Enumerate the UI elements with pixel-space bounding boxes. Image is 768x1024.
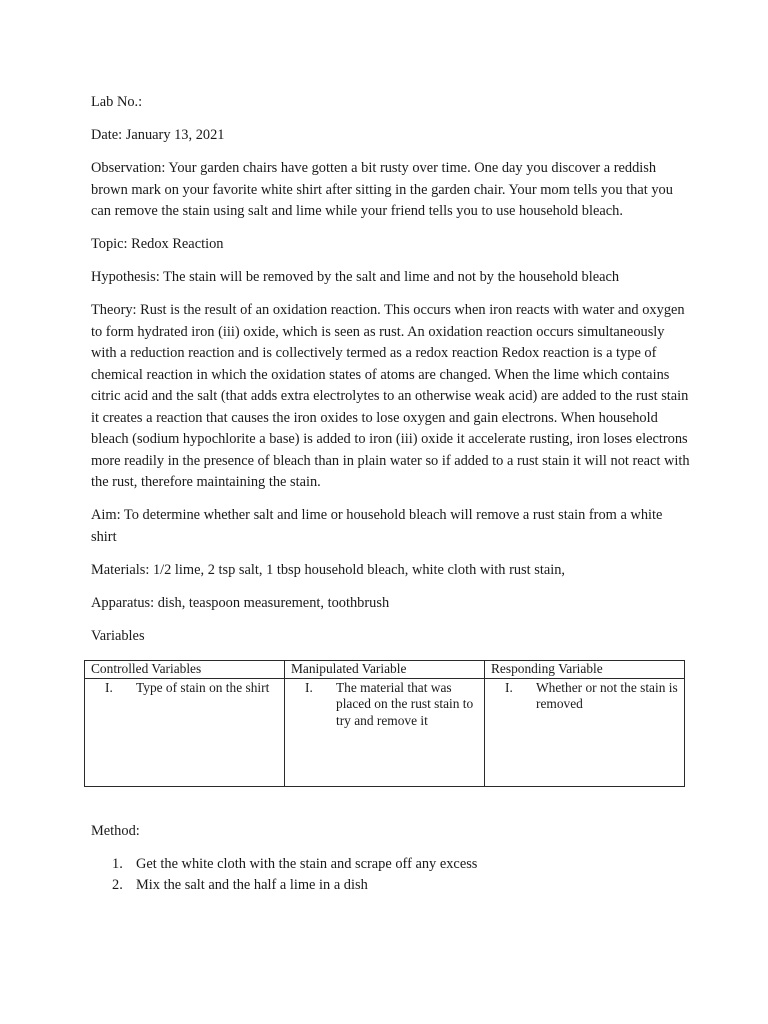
controlled-variable-cell (85, 678, 285, 786)
aim-paragraph: Aim: To determine whether salt and lime or household bleach will remove a rust stain from a white shirt (91, 507, 663, 545)
list-marker: I. (305, 679, 313, 695)
theory-paragraph: Theory: Rust is the result of an oxidation reaction. This occurs when iron reacts with water and oxygen to form hydrated iron (iii) oxide, which is seen as rust. An oxidation reaction occurs simultaneously with a reduction reaction and is collectively termed as a redox reaction Redox reaction is a type of chemical reaction in which the oxidation states of atoms are changed. When the lime which contains citric acid and the salt (that adds extra electrolytes to an otherwise weak acid) are added to the rust stain it creates a reaction that causes the iron oxides to lose oxygen and gain electrons. When household bleach (sodium hypochlorite a base) is added to iron (iii) oxide it accelerate rusting, iron loses electrons more readily in the presence of bleach than in plain water so if added to a rust stain it will not react with the rust, therefore maintaining the stain. (91, 302, 690, 490)
list-marker: I. (105, 679, 113, 695)
step-number: 2. (112, 877, 123, 893)
method-heading: Method: (91, 822, 140, 839)
list-item (491, 680, 678, 713)
method-step (91, 875, 691, 896)
materials-line: Materials: 1/2 lime, 2 tsp salt, 1 tbsp household bleach, white cloth with rust stain, (91, 561, 566, 578)
list-item (291, 680, 478, 730)
list-marker: I. (505, 679, 513, 695)
table-header-row (85, 661, 685, 679)
report-date: Date: January 13, 2021 (91, 127, 225, 143)
controlled-variable-text: Type of stain on the shirt (136, 679, 270, 695)
step-text: Get the white cloth with the stain and scrape off any excess (136, 856, 478, 872)
manipulated-variable-cell (285, 678, 485, 786)
step-text: Mix the salt and the half a lime in a dish (136, 877, 368, 893)
manipulated-variable-header: Manipulated Variable (285, 661, 485, 679)
method-step (91, 854, 691, 875)
hypothesis-line: Hypothesis: The stain will be removed by the salt and lime and not by the household bleach (91, 269, 620, 285)
table-row (85, 678, 685, 786)
observation-paragraph: Observation: Your garden chairs have gotten a bit rusty over time. One day you discover a reddish brown mark on your favorite white shirt after sitting in the garden chair. Your mom tells you that you can remove the stain using salt and lime while your friend tells you to use household bleach. (91, 160, 673, 219)
lab-report (91, 92, 691, 896)
list-item (91, 680, 278, 697)
step-number: 1. (112, 856, 123, 872)
manipulated-variable-text: The material that was placed on the rust stain to try and remove it (336, 679, 474, 728)
method-steps (91, 854, 691, 896)
lab-number: Lab No.: (91, 94, 143, 110)
responding-variable-header: Responding Variable (485, 661, 685, 679)
variables-table (84, 660, 685, 787)
responding-variable-cell (485, 678, 685, 786)
controlled-variables-header: Controlled Variables (85, 661, 285, 679)
apparatus-line: Apparatus: dish, teaspoon measurement, toothbrush (91, 594, 390, 611)
topic-line: Topic: Redox Reaction (91, 236, 224, 252)
variables-heading: Variables (91, 627, 145, 644)
responding-variable-text: Whether or not the stain is removed (536, 679, 678, 711)
